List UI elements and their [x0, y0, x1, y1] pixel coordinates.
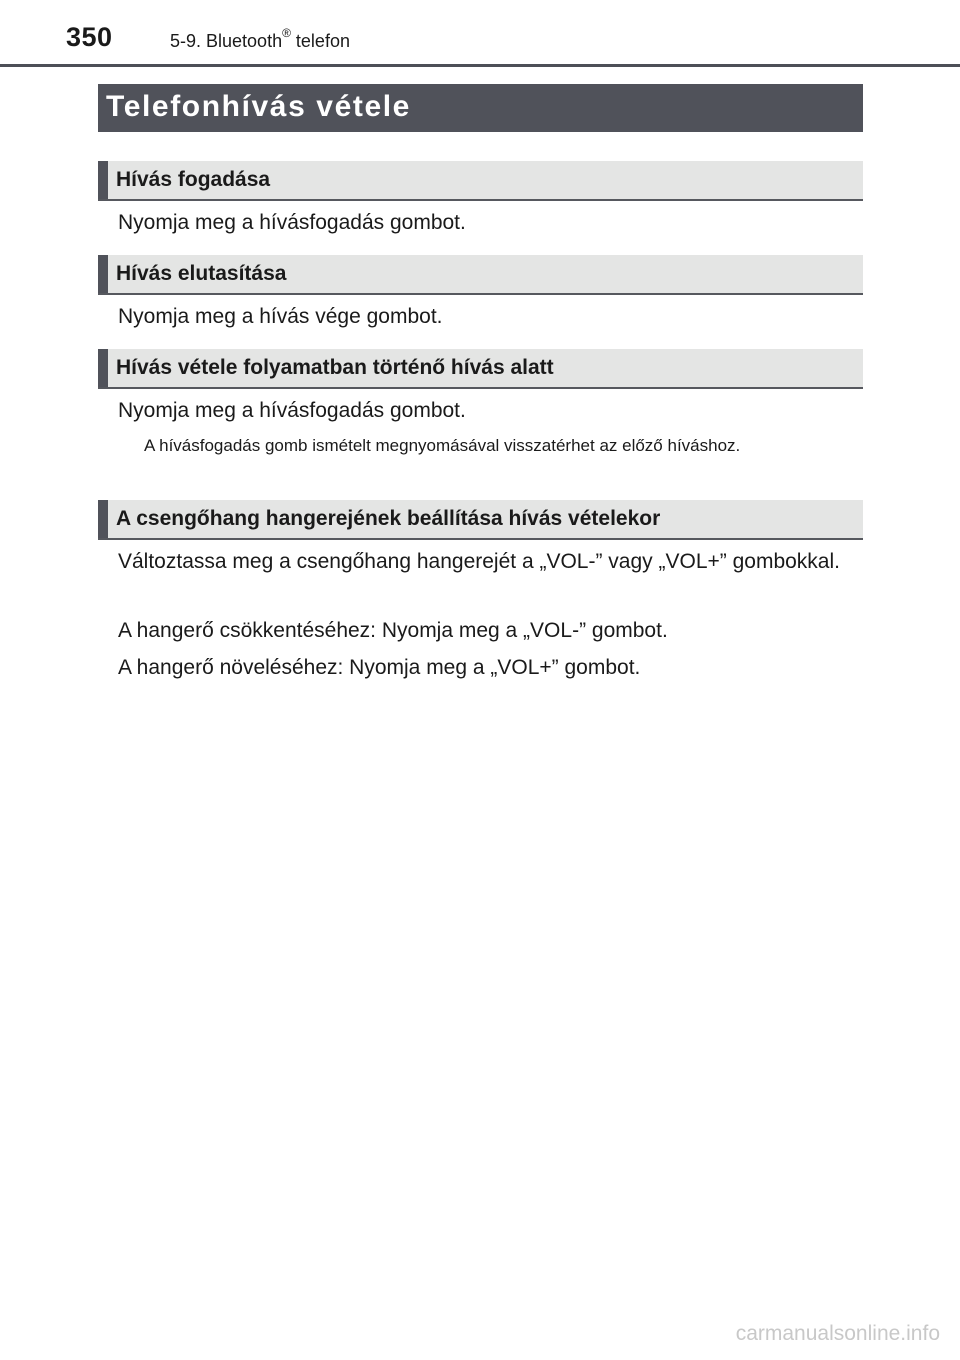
page-title-bar — [98, 84, 863, 132]
chapter-title — [170, 26, 350, 52]
chapter-prefix: 5-9. Bluetooth — [170, 31, 283, 51]
registered-mark: ® — [282, 26, 291, 40]
page-title: Telefonhívás vétele — [106, 90, 411, 123]
section-heading-call-receive — [98, 161, 863, 201]
paragraph: Nyomja meg a hívás vége gombot. — [118, 305, 443, 328]
page-number: 350 — [66, 22, 113, 52]
section-heading-text: Hívás vétele folyamatban történő hívás alatt — [116, 356, 554, 379]
header-rule — [0, 64, 960, 67]
paragraph: Nyomja meg a hívásfogadás gombot. — [118, 211, 466, 234]
section-heading-text: Hívás elutasítása — [116, 262, 287, 285]
section-heading-text: A csengőhang hangerejének beállítása hívás vételekor — [116, 507, 661, 530]
paragraph: Változtassa meg a csengőhang hangerejét a „VOL-” vagy „VOL+” gombokkal. — [118, 550, 840, 573]
paragraph: A hangerő növeléséhez: Nyomja meg a „VOL+” gombot. — [118, 656, 641, 679]
page-header — [0, 0, 960, 68]
chapter-suffix: telefon — [290, 31, 350, 51]
paragraph: A hangerő csökkentéséhez: Nyomja meg a „VOL-” gombot. — [118, 619, 668, 642]
note-text: A hívásfogadás gomb ismételt megnyomásával visszatérhet az előző híváshoz. — [144, 436, 741, 455]
section-heading-text: Hívás fogadása — [116, 168, 271, 191]
paragraph: Nyomja meg a hívásfogadás gombot. — [118, 399, 466, 422]
watermark: carmanualsonline.info — [735, 1322, 940, 1345]
section-heading-ringtone-volume — [98, 500, 863, 540]
section-heading-call-reject — [98, 255, 863, 295]
section-heading-call-waiting — [98, 349, 863, 389]
